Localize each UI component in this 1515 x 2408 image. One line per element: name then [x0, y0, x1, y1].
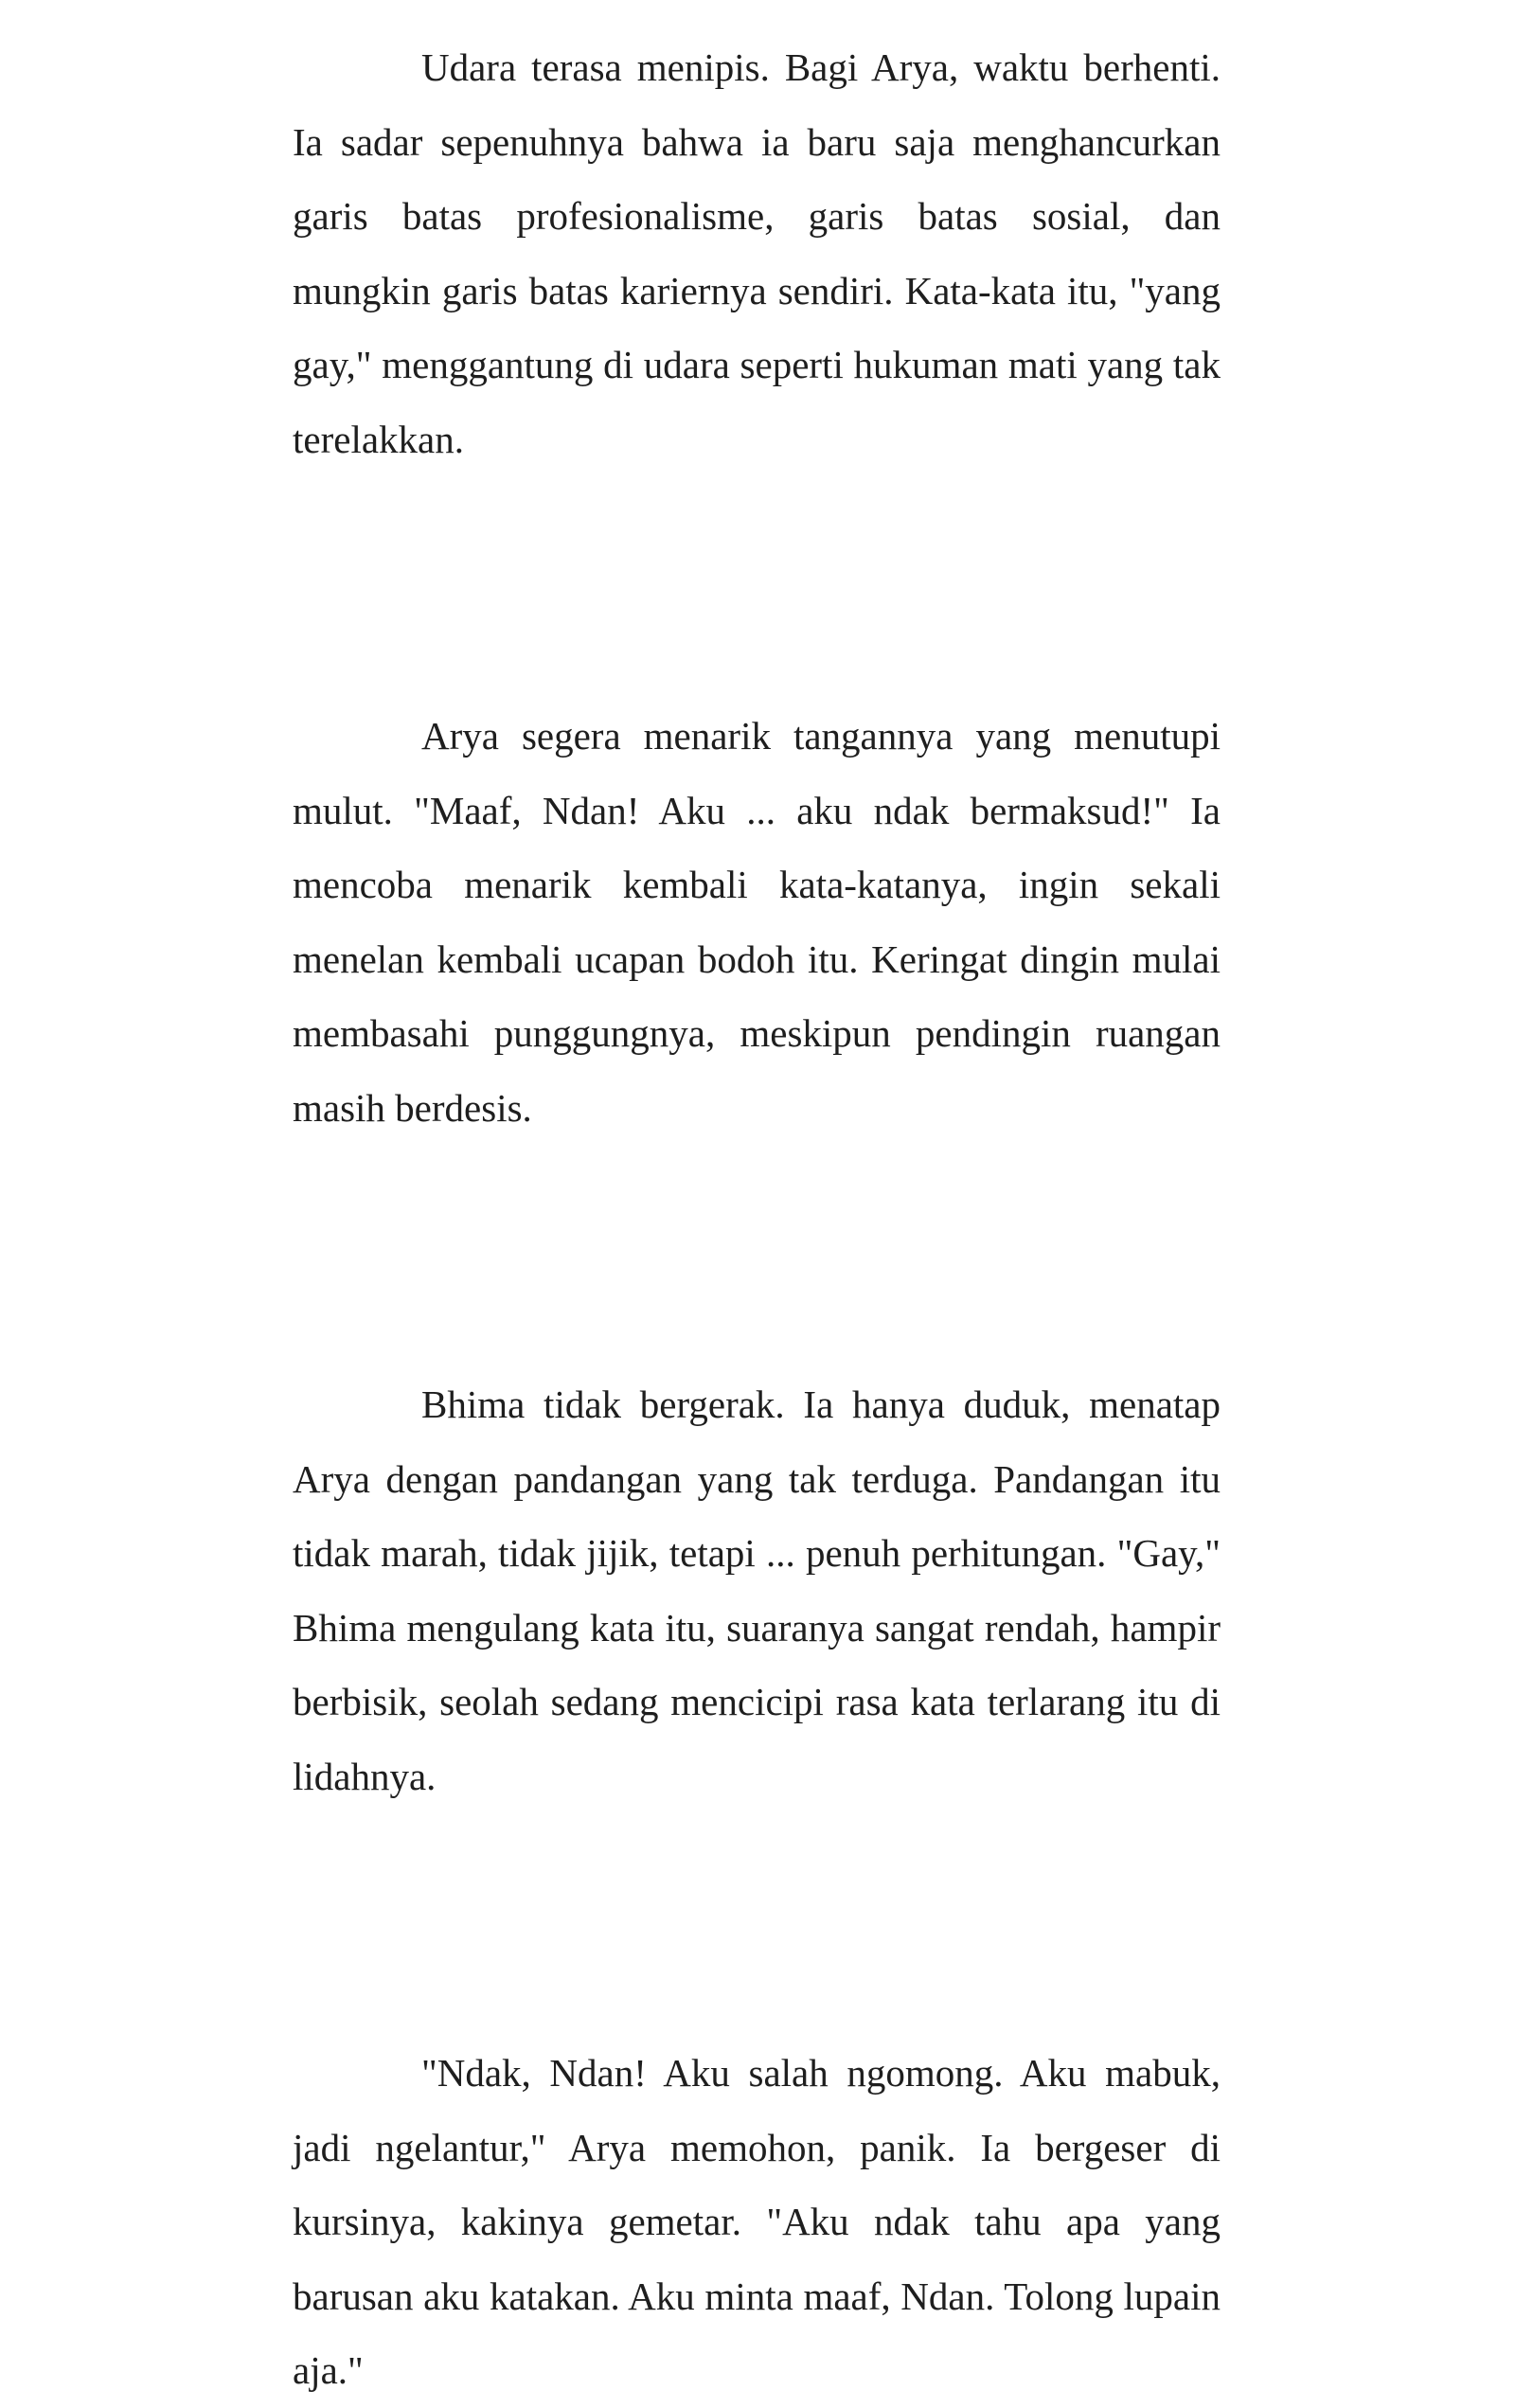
paragraph-3: Bhima tidak bergerak. Ia hanya duduk, menatap Arya dengan pandangan yang tak terduga. Pandangan itu tidak marah, tidak jijik, tetapi ... penuh perhitungan. "Gay," Bhima mengulang kata itu, suaranya sangat rendah, hampir berbisik, seolah sedang mencicipi rasa kata terlarang itu di lidahnya. [293, 1382, 1221, 1798]
paragraph-1: Udara terasa menipis. Bagi Arya, waktu berhenti. Ia sadar sepenuhnya bahwa ia baru saja menghancurkan garis batas profesionalisme, garis batas sosial, dan mungkin garis batas kariernya sendiri. Kata-kata itu, "yang gay," menggantung di udara seperti hukuman mati yang tak terelakkan. [293, 45, 1221, 461]
document-page [293, 30, 1221, 2408]
paragraph-2: Arya segera menarik tangannya yang menutupi mulut. "Maaf, Ndan! Aku ... aku ndak bermaksud!" Ia mencoba menarik kembali kata-katanya, ingin sekali menelan kembali ucapan bodoh itu. Keringat dingin mulai membasahi punggungnya, meskipun pendingin ruangan masih berdesis. [293, 714, 1221, 1130]
paragraph-4: "Ndak, Ndan! Aku salah ngomong. Aku mabuk, jadi ngelantur," Arya memohon, panik. Ia bergeser di kursinya, kakinya gemetar. "Aku ndak tahu apa yang barusan aku katakan. Aku minta maaf, Ndan. Tolong lupain aja." [293, 2051, 1221, 2392]
